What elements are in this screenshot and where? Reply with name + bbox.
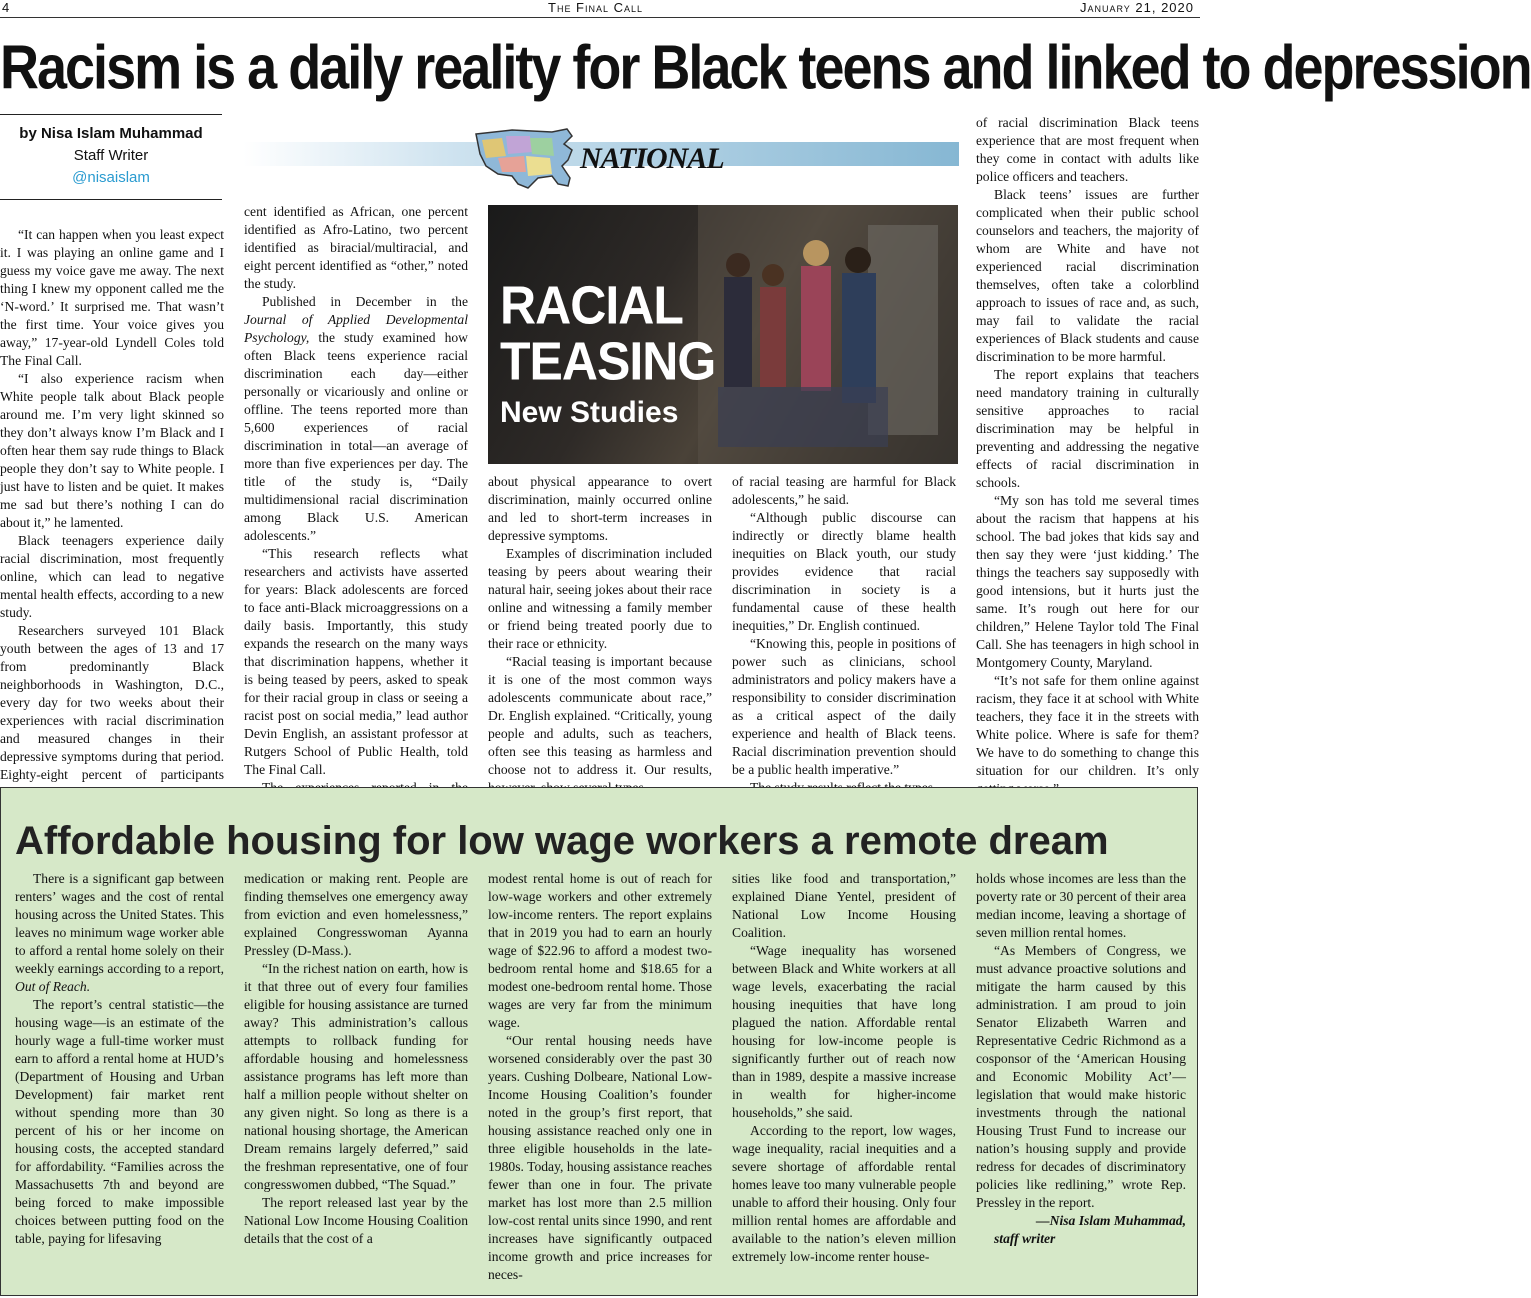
story2-column-4: sities like food and transportation,” explained Diane Yentel, president of National Low Income Housing Coalition. “Wage inequality has worsened between Black and White workers at all wage levels, exacerbating the racial housing inequities that have long plagued the nation. Affordable rental housing for low-income people is significantly further out of reach now than in 1989, despite a massive increase in wealth for higher-income households,” she said. According to the report, low wages, wage inequality, racial inequities and a severe shortage of affordable rental homes leave too many vulnerable people unable to afford their housing. Only four million rental homes are affordable and available to the nation’s eleven million extremely low-income renter house- [732,871,956,1264]
story2-column-5: holds whose incomes are less than the poverty rate or 30 percent of their area median income, leaving a shortage of seven million rental homes. “As Members of Congress, we must advance proactive solutions and mitigate the harm caused by this administration. I am proud to join Senator Elizabeth Warren and Representative Cedric Richmond as a cosponsor of the ‘American Housing and Economic Mobility Act’—legislation that would make historic investments through the national Housing Trust Fund to increase our nation’s housing supply and provide redress for decades of discriminatory policies like redlining,” wrote Rep. Pressley in the report. —Nisa Islam Muhammad, staff writer [976,871,1186,1246]
newspaper-name: The Final Call [548,0,644,15]
photo-overlay-title: RACIAL TEASING [500,274,716,392]
story1-col2-journal-paragraph: Published in December in the Journal of Applied Developmental Psychology, the study examined how often Black teens experience racial discrimination each day—either personally or vicariously and online or offline. The teens reported more than 5,600 experiences of racial discrimination in total—an average of more than five experiences per day. The title of the study is, “Daily multidimensional racial discrimination among Black U.S. American adolescents.” [244,294,468,543]
story1-column-3: about physical appearance to overt discrimination, mainly occurred online and led to short-term increases in depressive symptoms. Examples of discrimination included teasing by peers about wearing their natural hair, seeing jokes about their race online and witnessing a family member or friend being treated poorly due to their race or ethnicity. “Racial teasing is important because it is one of the most common ways adolescents communicate about race,” Dr. English explained. “Critically, young people and adults, such as teachers, often see this teasing as harmless and choose not to address it. Our results, [488,474,712,777]
byline-role: Staff Writer [73,147,149,164]
story2-column-1: There is a significant gap between renters’ wages and the cost of rental housing across the United States. This leaves no minimum wage worker able to afford a rental home solely on their weekly earnings according to a report, Out of Reach. The report’s central statistic—the housing wage—is an estimate of the hourly wage a full-time worker must earn to afford a rental home at HUD’s (Department of Housing and Urban Development) fair market rent without spending more than 30 percent of his or her income on housing costs, the accepted standard for affordability. “Families across the Massachusetts 7th and beyond are being forced to make impossible choices between putting food on the table, paying for lifesaving [15,871,224,1246]
section-label: NATIONAL [580,142,724,175]
story2-signature: —Nisa Islam Muhammad, [1036,1213,1186,1228]
folio-bar [0,0,1200,18]
page-number: 4 [2,0,10,15]
byline-rule [0,199,222,200]
racial-teasing-photo [488,205,958,464]
byline-handle[interactable]: @nisaislam [72,169,150,186]
photo-overlay-subtitle: New Studies [500,396,679,429]
story1-column-4: of racial teasing are harmful for Black adolescents,” he said. “Although public discourse can indirectly or directly blame health inequities on Black youth, our study provides evidence that racial discrimination in society is a fundamental cause of these health inequities,” Dr. English continued. “Knowing this, people in positions of power such as clinicians, school administrators and policy makers have a responsibility to consider discrimination as a critical aspect of the daily experience and health of Black teens. Racial discrimination prevention should be a public health imperative.” [732,474,956,777]
story2-headline: Affordable housing for low wage workers a remote dream [15,819,1109,863]
story1-column-2: cent identified as African, one percent identified as Afro-Latino, two percent identified as biracial/multiracial, and eight percent identified as “other,” noted the study. Published in December in the Journal of Applied Developmental Psychology, the study examined how often Black teens experience racial discrimination each day—either personally or vicariously and online or offline. The teens reported more than 5,600 experiences of racial discrimination in total—an average of more than five experiences per day. The title of the study is, “Daily multidimensional racial discrimination among Black U.S. American adolescents.” “This research reflects what researchers and activists have asserted for years: Black adolescents are forced to face anti-Black microaggressions on a daily basis. Importantly, this study expands the research on the many ways that discrimination happens, whether it is being teased by peers, asked to speak for their racial group in class or seeing a racist post on social media,” lead author Devin English, an assistant professor at Rutgers School of Public Health, told The Final Call. [244,204,468,777]
story2-column-3: modest rental home is out of reach for low-wage workers and other extremely low-income renters. The report explains that in 2019 you had to earn an hourly wage of $22.96 to afford a modest two-bedroom rental home and $18.65 for a modest one-bedroom rental home. Those wages are very far from the minimum wage. “Our rental housing needs have worsened considerably over the past 30 years. Cushing Dolbeare, National Low-Income Housing Coalition’s founder noted in the group’s first report, that housing assistance reached only one in three eligible households in the late-1980s. Today, housing assistance reaches fewer than one in four. The private market has lost more than 2.5 million low-cost rental units since 1990, and rent increases have significantly outpaced income growth and price increases for neces- [488,871,712,1282]
story2-column-2: medication or making rent. People are finding themselves one emergency away from eviction and even homelessness,” explained Congresswoman Ayanna Pressley (D-Mass.). “In the richest nation on earth, how is it that three out of every four families eligible for housing assistance are turned away? This administration’s callous attempts to rollback funding for affordable housing and homelessness assistance programs has left more than half a million people without shelter on any given night. So long as there is a national housing shortage, the American Dream remains largely deferred,” said the freshman representative, one of four congresswomen dubbed, “The Squad.” The report released last year by the National Low Income Housing Coalition details that the cost of a [244,871,468,1246]
story1-headline: Racism is a daily reality for Black teens and linked to depression [0,33,1531,103]
story1-column-5: of racial discrimination Black teens experience that are most frequent when they come in contact with adults like police officers and teachers. Black teens’ issues are further complicated when their public school counselors and teachers, the majority of whom are White and have not experienced racial discrimination themselves, often take a colorblind approach to issues of race and, as such, may fail to validate the racial experiences of Black students and cause discrimination to be more harmful. The report explains that teachers need mandatory training in culturally sensitive approaches to racial discrimination may be helpful in preventing and addressing the negative effects of racial discrimination in schools. “My son has told me several times about the racism that happens at his school. The bad jokes that kids say and then say they were ‘just kidding.’ The things the teachers say supposedly with good intensions, but it hurts just the same. It’s rough out here for our children,” Helene Taylor told The Final Call. She has teenagers in high school in Montgomery County, Maryland. “It’s not safe for them online against racism, they face it at school with White teachers, they face it in the streets with White police. Where is safe for them? We have to do something to change this situation for our children. It’s only [976,115,1199,778]
story1-column-1: “It can happen when you least expect it. I was playing an online game and I guess my voice gave me away. The next thing I knew my opponent called me the ‘N-word.’ It surprised me. That wasn’t the first time. Your voice gives you away,” 17-year-old Lyndell Coles told The Final Call. “I also experience racism when White people talk about Black people around me. I’m very light skinned so they don’t always know I’m Black and I often hear them say rude things to Black people they don’t say to White people. I just have to listen and be quiet. It makes me sad but there’s nothing I can do about it,” he lamented. Black teenagers experience daily racial discrimination, most frequently online, which can lead to negative mental health effects, according to a new study. Researchers surveyed 101 Black youth between the ages of 13 and 17 from predominantly Black neighborhoods in Washington, D.C., every day for two weeks about their experiences with racial discrimination and measured changes in their depressive symptoms during that period. Eighty-eight percent of participants [0,227,224,782]
story2-signature-role: staff writer [994,1231,1056,1246]
byline-name: by Nisa Islam Muhammad [19,125,203,142]
issue-date: January 21, 2020 [1079,0,1194,15]
byline [0,114,222,200]
